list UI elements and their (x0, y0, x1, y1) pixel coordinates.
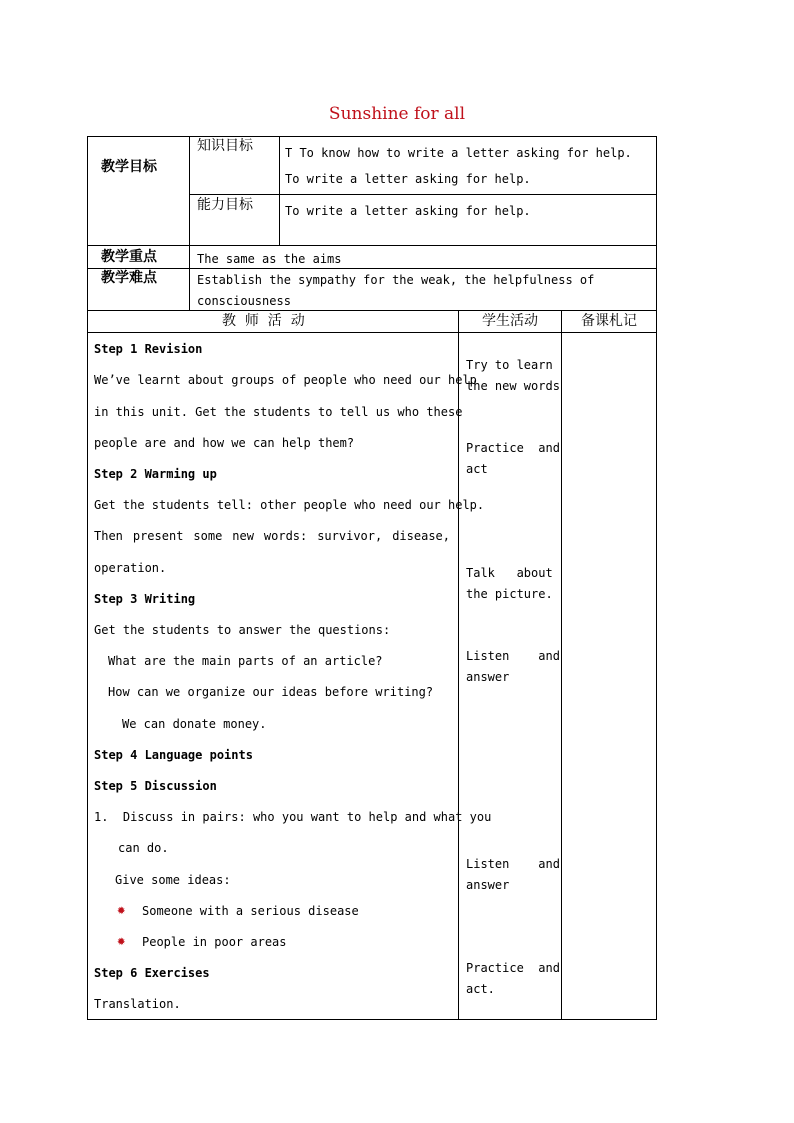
step-title: Step 3 Writing (94, 592, 196, 606)
page-title: Sunshine for all (328, 104, 466, 124)
flower-bullet-icon: ✹ (117, 902, 126, 918)
step-text: Get the students to answer the questions: (94, 623, 391, 637)
step-text: Then present some new words: survivor, disease, (94, 529, 450, 543)
step-text: Get the students tell: other people who need our help. (94, 498, 485, 512)
student-activity-header: 学生活动 (482, 313, 538, 329)
step-text: We can donate money. (122, 717, 267, 731)
student-activity: Listen and (466, 649, 560, 663)
student-activity: answer (466, 878, 510, 892)
step-title: Step 2 Warming up (94, 467, 217, 481)
step-text: people are and how we can help them? (94, 436, 355, 450)
step-text: We’ve learnt about groups of people who need our help (94, 373, 477, 387)
table-rule (561, 310, 562, 1020)
step-text: 1. Discuss in pairs: who you want to help and what you (94, 810, 492, 824)
bullet-item: People in poor areas (142, 935, 287, 949)
bullet-item: Someone with a serious disease (142, 904, 359, 918)
table-rule (87, 245, 657, 246)
student-activity: the new words (466, 379, 560, 393)
table-rule (87, 310, 657, 311)
key-points-label: 教学重点 (101, 249, 157, 265)
step-title: Step 5 Discussion (94, 779, 217, 793)
step-title: Step 1 Revision (94, 342, 203, 356)
step-title: Step 4 Language points (94, 748, 253, 762)
knowledge-objective-line: T To know how to write a letter asking for help. (285, 146, 632, 160)
student-activity: answer (466, 670, 510, 684)
step-text: Give some ideas: (115, 873, 231, 887)
table-border-bottom (87, 1019, 657, 1020)
step-text: Translation. (94, 997, 181, 1011)
student-activity: Practice and (466, 441, 560, 455)
table-border-top (87, 136, 657, 137)
table-rule (189, 194, 657, 195)
step-text: operation. (94, 561, 167, 575)
flower-bullet-icon: ✹ (117, 933, 126, 949)
knowledge-objective-line: To write a letter asking for help. (285, 172, 531, 186)
ability-objective-label: 能力目标 (197, 197, 253, 213)
teacher-activity-header: 教 师 活 动 (222, 313, 305, 329)
notes-header: 备课札记 (581, 313, 637, 329)
difficulties-text: consciousness (197, 294, 291, 308)
step-title: Step 6 Exercises (94, 966, 210, 980)
table-rule (279, 136, 280, 245)
difficulties-label: 教学难点 (101, 270, 157, 286)
knowledge-objective-label: 知识目标 (197, 138, 253, 154)
student-activity: act. (466, 982, 495, 996)
table-rule (189, 136, 190, 310)
student-activity: Practice and (466, 961, 560, 975)
step-text: What are the main parts of an article? (108, 654, 383, 668)
key-points-text: The same as the aims (197, 252, 342, 266)
ability-objective-text: To write a letter asking for help. (285, 204, 531, 218)
difficulties-text: Establish the sympathy for the weak, the helpfulness of (197, 273, 595, 287)
step-text: How can we organize our ideas before writing? (108, 685, 434, 699)
student-activity: Listen and (466, 857, 560, 871)
student-activity: Try to learn (466, 358, 553, 372)
student-activity: Talk about (466, 566, 553, 580)
step-text: can do. (118, 841, 169, 855)
table-rule (87, 332, 657, 333)
table-rule (87, 268, 657, 269)
student-activity: act (466, 462, 488, 476)
student-activity: the picture. (466, 587, 553, 601)
step-text: in this unit. Get the students to tell us who these (94, 405, 463, 419)
objectives-label: 教学目标 (101, 159, 157, 175)
